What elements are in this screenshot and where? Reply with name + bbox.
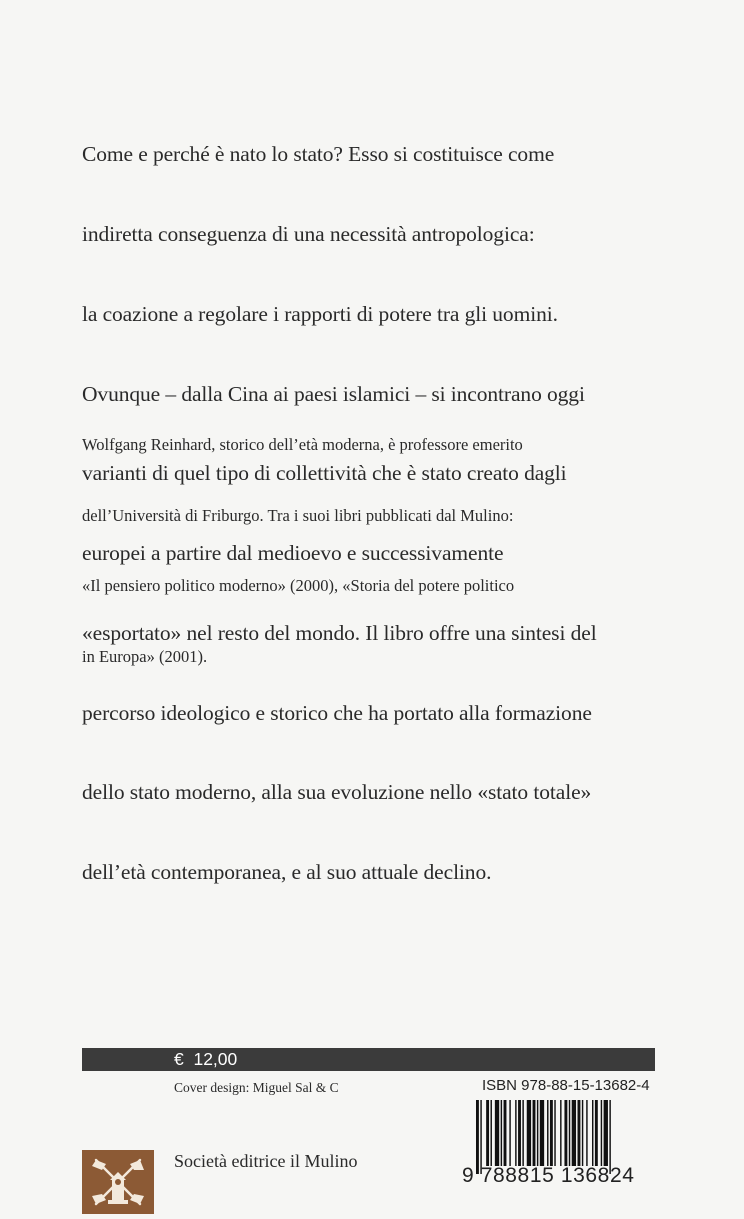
author-bio-line: dell’Università di Friburgo. Tra i suoi libri pubblicati dal Mulino:	[82, 505, 514, 525]
barcode-bar	[547, 1100, 548, 1166]
barcode-bar	[537, 1100, 538, 1166]
barcode-bar	[515, 1100, 516, 1166]
barcode-bar	[533, 1100, 536, 1166]
blurb-line: varianti di quel tipo di collettività che è stato creato dagli	[82, 461, 567, 486]
author-bio-line: Wolfgang Reinhard, storico dell’età moderna, è professore emerito	[82, 435, 523, 454]
barcode-bar	[560, 1100, 561, 1166]
publisher-name: Società editrice il Mulino	[174, 1151, 358, 1171]
barcode-bar	[501, 1100, 502, 1166]
blurb-line: europei a partire dal medioevo e successivamente	[82, 541, 504, 566]
barcode-bar	[564, 1100, 567, 1166]
barcode-bar	[540, 1100, 544, 1166]
barcode-bar	[476, 1100, 479, 1174]
barcode-bar	[609, 1100, 610, 1174]
cover-design-credit: Cover design: Miguel Sal & C	[174, 1080, 339, 1095]
barcode-bar	[486, 1100, 489, 1166]
barcode	[476, 1100, 656, 1174]
isbn-label: ISBN 978-88-15-13682-4	[482, 1077, 650, 1094]
barcode-bar	[554, 1100, 555, 1166]
barcode-digits: 9 788815 136824	[462, 1164, 635, 1187]
windmill-icon	[82, 1150, 154, 1214]
barcode-bar	[504, 1100, 507, 1166]
barcode-bar	[578, 1100, 581, 1166]
barcode-bar	[595, 1100, 598, 1166]
blurb-line: Come e perché è nato lo stato? Esso si costituisce come	[82, 142, 555, 167]
price-label: € 12,00	[174, 1049, 238, 1069]
barcode-bar	[495, 1100, 499, 1166]
barcode-bar	[582, 1100, 583, 1166]
barcode-bar	[592, 1100, 593, 1166]
author-bio-line: in Europa» (2001).	[82, 646, 208, 666]
barcode-bar	[509, 1100, 510, 1166]
author-bio	[82, 386, 682, 692]
blurb-line: dello stato moderno, alla sua evoluzione nello «stato totale»	[82, 780, 592, 805]
blurb-line: dell’età contemporanea, e al suo attuale declino.	[82, 860, 492, 885]
barcode-bar	[522, 1100, 523, 1166]
blurb-line: la coazione a regolare i rapporti di potere tra gli uomini.	[82, 301, 558, 326]
barcode-bar	[527, 1100, 531, 1166]
blurb-line: percorso ideologico e storico che ha portato alla formazione	[82, 700, 592, 725]
blurb-line: «esportato» nel resto del mondo. Il libro offre una sintesi del	[82, 620, 597, 645]
author-bio-line: «Il pensiero politico moderno» (2000), «Storia del potere politico	[82, 576, 515, 595]
barcode-bar	[572, 1100, 576, 1166]
price-bar	[82, 1048, 655, 1071]
barcode-bar	[480, 1100, 481, 1174]
barcode-bar	[491, 1100, 492, 1166]
barcode-bar	[601, 1100, 602, 1166]
barcode-bar	[550, 1100, 553, 1166]
blurb-line: indiretta conseguenza di una necessità antropologica:	[82, 221, 535, 246]
barcode-bar	[586, 1100, 587, 1166]
barcode-bar	[518, 1100, 521, 1166]
blurb-line: Ovunque – dalla Cina ai paesi islamici – si incontrano oggi	[82, 381, 585, 406]
barcode-bar	[604, 1100, 608, 1166]
publisher-logo	[82, 1150, 154, 1214]
barcode-bar	[569, 1100, 570, 1166]
